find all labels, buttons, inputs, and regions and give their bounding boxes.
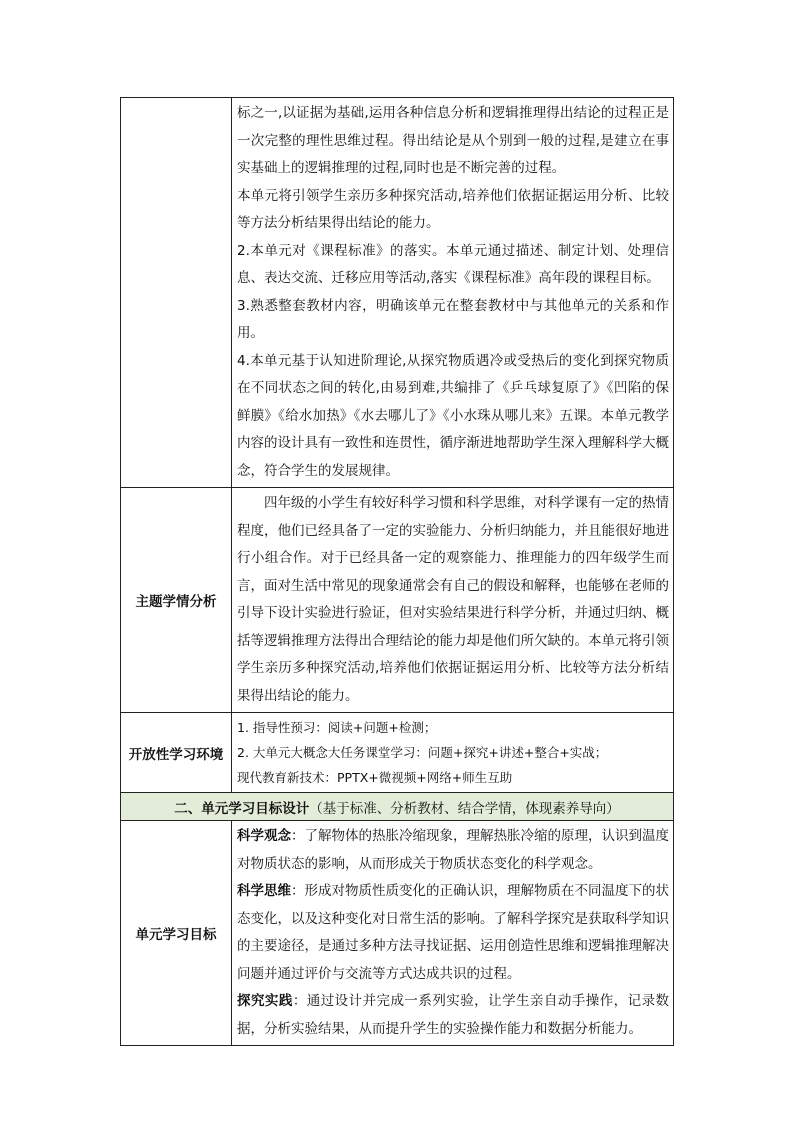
content-cell [232, 98, 674, 488]
row-label-unit-goals: 单元学习目标 [121, 821, 232, 1046]
goal-science-concept [237, 823, 669, 878]
row-label-student-analysis: 主题学情分析 [121, 488, 232, 713]
goal-sep: ： [291, 883, 305, 899]
goal-term: 探究实践 [237, 993, 293, 1009]
student-analysis-cell [232, 488, 674, 713]
learning-env-cell [232, 713, 674, 793]
paragraph-5: 4.本单元基于认知进阶理论,从探究物质遇冷或受热后的变化到探究物质在不同状态之间的转化,由易到难,共编排了《乒乓球复原了》《凹陷的保鲜膜》《给水加热》《水去哪儿了》《小水珠从哪儿来》五课。本单元教学内容的设计具有一致性和连贯性，循序渐进地帮助学生深入理解科学大概念，符合学生的发展规律。 [237, 352, 669, 479]
paragraph-4: 3.熟悉整套教材内容，明确该单元在整套教材中与其他单元的关系和作用。 [237, 297, 669, 341]
table-row-learning-env [121, 713, 674, 793]
section-subtitle: （基于标准、分析教材、结合学情，体现素养导向） [309, 800, 620, 817]
goal-text: 通过设计并完成一系列实验，让学生亲自动手操作，记录数据，分析实验结果，从而提升学生的实验操作能力和数据分析能力。 [237, 993, 670, 1037]
paragraph-1: 标之一,以证据为基础,运用各种信息分析和逻辑推理得出结论的过程正是一次完整的理性思维过程。得出结论是从个别到一般的过程,是建立在事实基础上的逻辑推理的过程,同时也是不断完善的过程。 [237, 105, 669, 176]
table-row-content [121, 98, 674, 488]
learning-env-line-2: 2. 大单元大概念大任务课堂学习：问题+探究+讲述+整合+实战； [237, 745, 608, 760]
student-analysis-text: 四年级的小学生有较好科学习惯和科学思维，对科学课有一定的热情程度，他们已经具备了一定的实验能力、分析归纳能力，并且能很好地进行小组合作。对于已经具备一定的观察能力、推理能力的四年级学生而言，面对生活中常见的现象通常会有自己的假设和解释，也能够在老师的引导下设计实验进行验证，但对实验结果进行科学分析，并通过归纳、概括等逻辑推理方法得出合理结论的能力却是他们所欠缺的。本单元将引领学生亲历多种探究活动,培养他们依据证据运用分析、比较等方法分析结果得出结论的能力。 [237, 495, 669, 704]
unit-design-table [120, 97, 674, 1046]
learning-env-line-3: 现代教育新技术：PPTX+微视频+网络+师生互助 [237, 770, 513, 785]
goal-sep: ： [291, 828, 305, 844]
goal-inquiry-practice [237, 988, 669, 1043]
paragraph-2: 本单元将引领学生亲历多种探究活动,培养他们依据证据运用分析、比较等方法分析结果得出结论的能力。 [237, 187, 669, 231]
section-header-row [121, 793, 674, 821]
table-row-student-analysis [121, 488, 674, 713]
section-title: 二、单元学习目标设计 [174, 800, 310, 817]
goal-text: 形成对物质性质变化的正确认识，理解物质在不同温度下的状态变化，以及这种变化对日常生活的影响。了解科学探究是获取科学知识的主要途径，是通过多种方法寻找证据、运用创造性思维和逻辑推理解决问题并通过评价与交流等方式达成共识的过程。 [237, 883, 669, 982]
row-label-empty [121, 98, 232, 488]
section-header [121, 793, 674, 821]
goal-science-thinking [237, 878, 669, 988]
paragraph-3: 2.本单元对《课程标准》的落实。本单元通过描述、制定计划、处理信息、表达交流、迁移应用等活动,落实《课程标准》高年段的课程目标。 [237, 242, 669, 286]
goal-text: 了解物体的热胀冷缩现象，理解热胀冷缩的原理，认识到温度对物质状态的影响，从而形成关于物质状态变化的科学观念。 [237, 828, 669, 872]
unit-goals-cell [232, 821, 674, 1046]
learning-env-line-1: 1. 指导性预习：阅读+问题+检测； [237, 720, 437, 735]
goal-term: 科学思维 [237, 883, 291, 899]
goal-term: 科学观念 [237, 828, 291, 844]
row-label-learning-env: 开放性学习环境 [121, 713, 232, 793]
goal-sep: ： [292, 993, 307, 1009]
table-row-unit-goals [121, 821, 674, 1046]
